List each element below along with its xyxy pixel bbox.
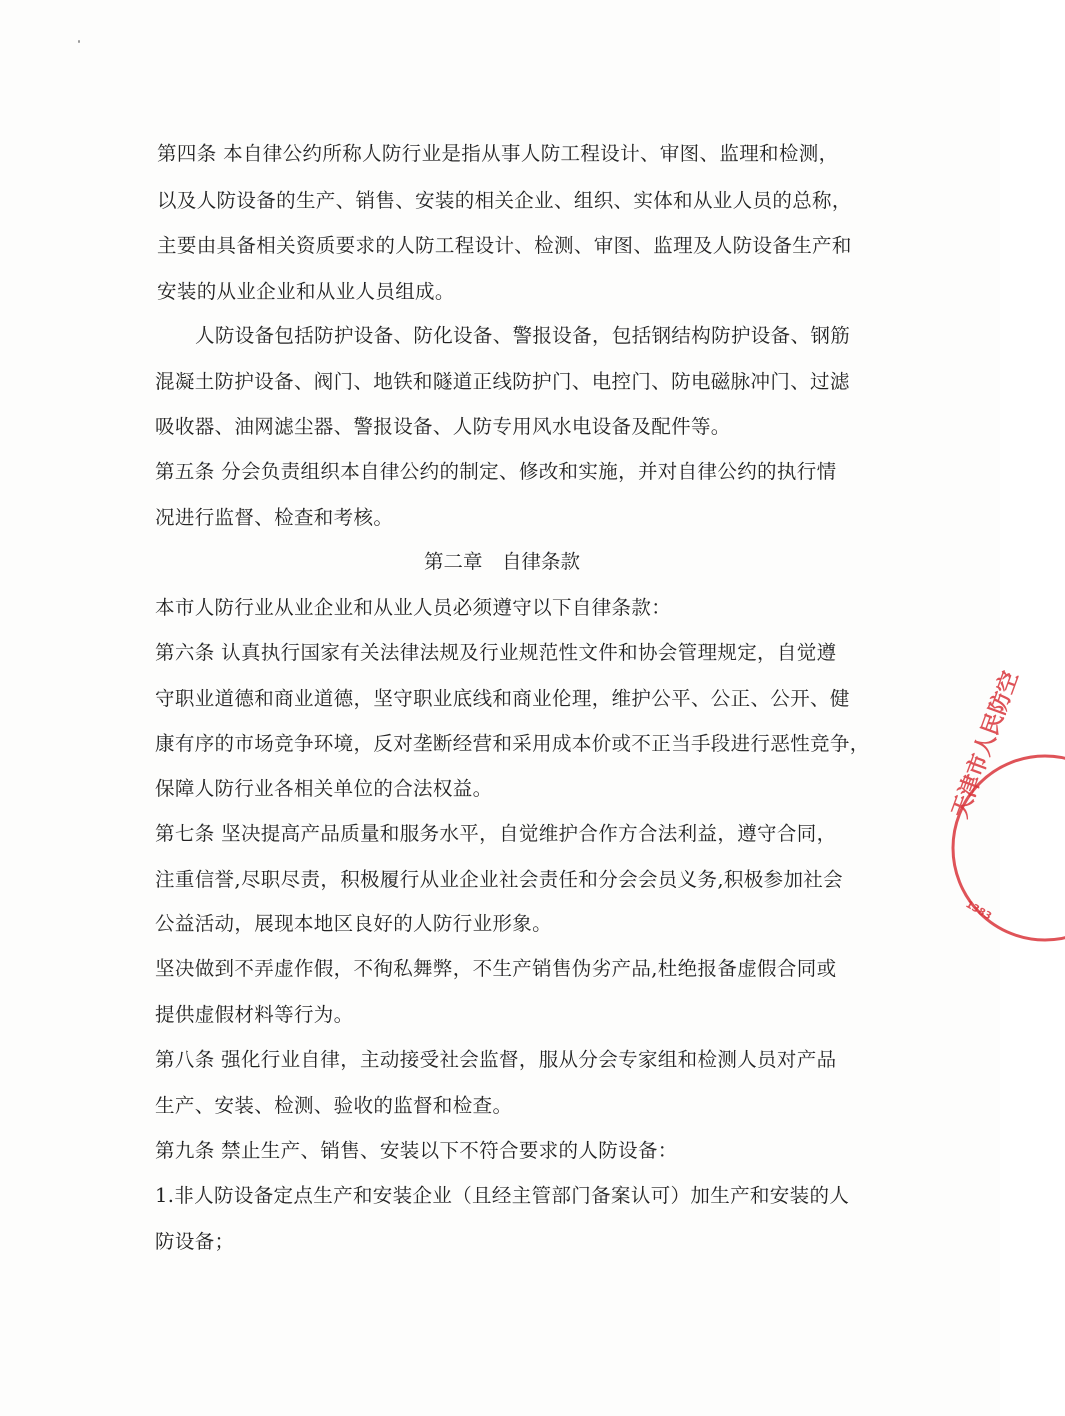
article-6-line-1: 第六条 认真执行国家有关法律法规及行业规范性文件和协会管理规定，自觉遵 [155,641,837,664]
article-6-line-3: 康有序的市场竞争环境，反对垄断经营和采用成本价或不正当手段进行恶性竞争， [155,732,870,755]
article-7-line-3: 公益活动，展现本地区良好的人防行业形象。 [155,912,553,935]
scan-speck [78,40,80,43]
article-6-line-2: 守职业道德和商业道德，坚守职业底线和商业伦理，维护公平、公正、公开、健 [155,687,850,710]
seal-digits: 1383 [963,899,994,923]
chapter-2-intro: 本市人防行业从业企业和从业人员必须遵守以下自律条款： [155,596,672,619]
chapter-2-heading: 第二章 自律条款 [424,550,581,573]
article-4-line-2: 以及人防设备的生产、销售、安装的相关企业、组织、实体和从业人员的总称， [157,189,852,212]
article-7-para2-line-2: 提供虚假材料等行为。 [155,1003,354,1026]
article-8-line-1: 第八条 强化行业自律，主动接受社会监督，服从分会专家组和检测人员对产品 [155,1048,837,1071]
article-4-line-3: 主要由具备相关资质要求的人防工程设计、检测、审图、监理及人防设备生产和 [157,234,852,257]
seal-chars: 天津市人民防空 [947,668,1024,822]
article-4-para2-line-1: 人防设备包括防护设备、防化设备、警报设备，包括钢结构防护设备、钢筋 [195,324,851,347]
article-7-para2-line-1: 坚决做到不弄虚作假，不徇私舞弊，不生产销售伪劣产品,杜绝报备虚假合同或 [155,957,837,980]
article-4-line-4: 安装的从业企业和从业人员组成。 [157,280,455,303]
article-4-para2-line-3: 吸收器、油网滤尘器、警报设备、人防专用风水电设备及配件等。 [155,415,731,438]
article-5-line-2: 况进行监督、检查和考核。 [155,506,394,529]
article-4-line-1: 第四条 本自律公约所称人防行业是指从事人防工程设计、审图、监理和检测， [157,142,839,165]
article-4-para2-line-2: 混凝土防护设备、阀门、地铁和隧道正线防护门、电控门、防电磁脉冲门、过滤 [155,370,850,393]
article-9-line: 第九条 禁止生产、销售、安装以下不符合要求的人防设备： [155,1139,678,1162]
article-7-line-1: 第七条 坚决提高产品质量和服务水平，自觉维护合作方合法利益，遵守合同， [155,822,837,845]
item-1-line-1: 1.非人防设备定点生产和安装企业（且经主管部门备案认可）加生产和安装的人 [155,1184,850,1207]
article-5-line-1: 第五条 分会负责组织本自律公约的制定、修改和实施，并对自律公约的执行情 [155,460,837,483]
article-7-line-2: 注重信誉,尽职尽责，积极履行从业企业社会责任和分会会员义务,积极参加社会 [155,868,843,891]
article-6-line-4: 保障人防行业各相关单位的合法权益。 [155,777,493,800]
article-8-line-2: 生产、安装、检测、验收的监督和检查。 [155,1094,513,1117]
official-seal-stamp [945,668,1065,948]
item-1-line-2: 防设备； [155,1230,235,1253]
